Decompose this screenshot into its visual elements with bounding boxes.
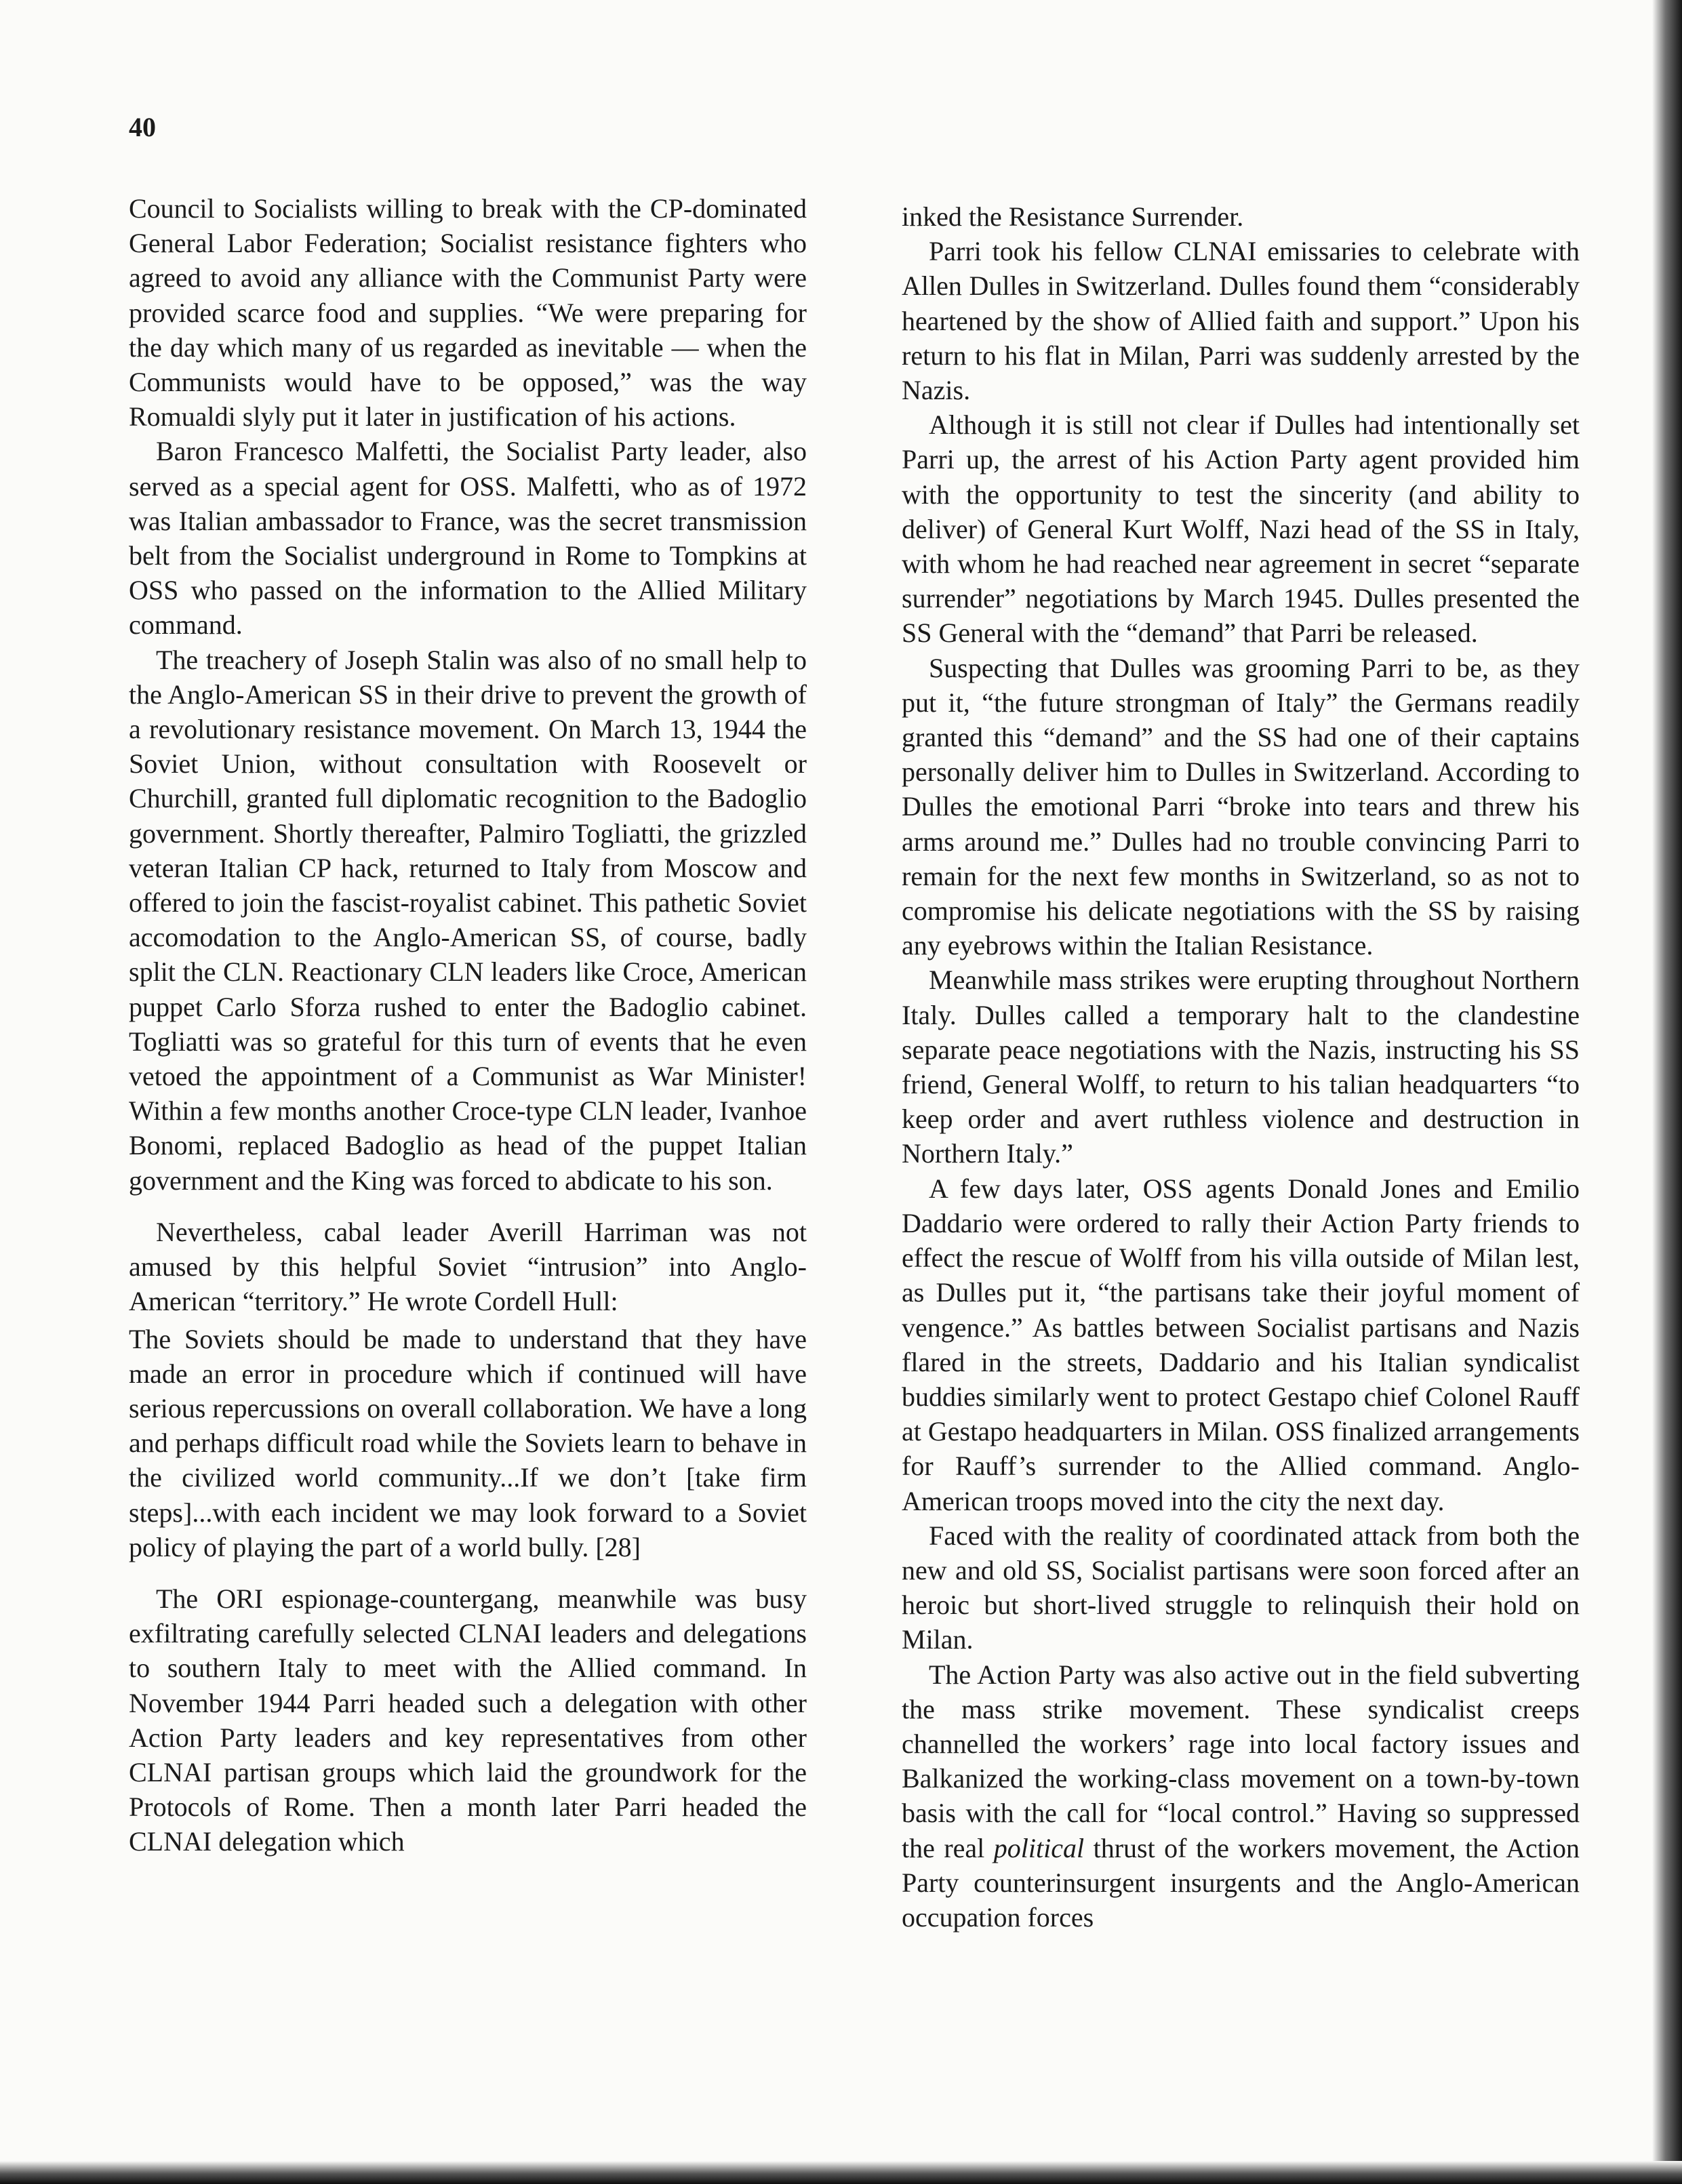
- paragraph: Council to Socialists willing to break with the CP-dominated General Labor Federation; Socialist resistance fighters who agreed to avoid any alliance with the Communist Party were provided scarce food and supplies. “We were preparing for the day which many of us regarded as inevitable — when the Communists would have to be opposed,” was the way Romualdi slyly put it later in justification of his actions.: [129, 193, 807, 432]
- paragraph: The treachery of Joseph Stalin was also of no small help to the Anglo-American SS in their drive to prevent the growth of a revolutionary resistance movement. On March 13, 1944 the Soviet Union, without consultation with Roosevelt or Churchill, granted full diplomatic recognition to the Badoglio government. Shortly thereafter, Palmiro Togliatti, the grizzled veteran Italian CP hack, returned to Italy from Moscow and offered to join the fascist-royalist cabinet. This pathetic Soviet accomodation to the Anglo-American SS, of course, badly split the CLN. Reactionary CLN leaders like Croce, American puppet Carlo Sforza rushed to enter the Badoglio cabinet. Togliatti was so grateful for this turn of events that he even vetoed the appointment of a Communist as War Minister! Within a few months another Croce-type CLN leader, Ivanhoe Bonomi, replaced Badoglio as head of the puppet Italian government and the King was forced to abdicate to his son.: [129, 644, 807, 1196]
- text-run: The Action Party was also active out in the field subverting the mass strike movement. These syndicalist creeps channelled the workers’ rage into local factory issues and Balkanized the working-class movement on a town-by-town basis with the call for “local control.” Having so suppressed the real: [902, 1659, 1580, 1863]
- paragraph: Parri took his fellow CLNAI emissaries to celebrate with Allen Dulles in Switzerland. Dulles found them “considerably heartened by the show of Allied faith and support.” Upon his return to his flat in Milan, Parri was suddenly arrested by the Nazis.: [902, 236, 1580, 406]
- paragraph: Baron Francesco Malfetti, the Socialist Party leader, also served as a special agent for OSS. Malfetti, who as of 1972 was Italian ambassador to France, was the secret transmission belt from the Socialist underground in Rome to Tompkins at OSS who passed on the information to the Allied Military command.: [129, 436, 807, 641]
- left-column: [129, 191, 807, 1859]
- paragraph: The ORI espionage-countergang, meanwhile was busy exfiltrating carefully selected CLNAI leaders and delegations to southern Italy to meet with the Allied command. In November 1944 Parri headed such a delegation with other Action Party leaders and key representatives from other CLNAI partisan groups which laid the groundwork for the Protocols of Rome. Then a month later Parri headed the CLNAI delegation which: [129, 1583, 807, 1857]
- scan-edge-bottom: [0, 2161, 1682, 2184]
- page-number: 40: [129, 112, 156, 142]
- paragraph: Faced with the reality of coordinated attack from both the new and old SS, Socialist partisans were soon forced after an heroic but short-lived struggle to relinquish their hold on Milan.: [902, 1520, 1580, 1655]
- paragraph: Nevertheless, cabal leader Averill Harriman was not amused by this helpful Soviet “intrusion” into Anglo-American “territory.” He wrote Cordell Hull:: [129, 1216, 807, 1317]
- scan-edge-right: [1652, 0, 1682, 2184]
- paragraph: A few days later, OSS agents Donald Jones and Emilio Daddario were ordered to rally their Action Party friends to effect the rescue of Wolff from his villa outside of Milan lest, as Dulles put it, “the partisans take their joyful moment of vengence.” As battles between Socialist partisans and Nazis flared in the streets, Daddario and his Italian syndicalist buddies similarly went to protect Gestapo chief Colonel Rauff at Gestapo headquarters in Milan. OSS finalized arrangements for Rauff’s surrender to the Allied command. Anglo-American troops moved into the city the next day.: [902, 1173, 1580, 1516]
- paragraph: Although it is still not clear if Dulles had intentionally set Parri up, the arrest of his Action Party agent provided him with the opportunity to test the sincerity (and ability to deliver) of General Kurt Wolff, Nazi head of the SS in Italy, with whom he had reached near agreement in secret “separate surrender” negotiations by March 1945. Dulles presented the SS General with the “demand” that Parri be released.: [902, 409, 1580, 649]
- right-column: [902, 199, 1580, 1935]
- paragraph: Meanwhile mass strikes were erupting throughout Northern Italy. Dulles called a temporary halt to the clandestine separate peace negotiations with the Nazis, instructing his SS friend, General Wolff, to return to his talian headquarters “to keep order and avert ruthless violence and destruction in Northern Italy.”: [902, 965, 1580, 1169]
- text-run: thrust of the workers movement, the Action Party counterinsurgent insurgents and the Anglo-American occupation forces: [902, 1832, 1580, 1933]
- paragraph: inked the Resistance Surrender.: [902, 201, 1244, 232]
- paragraph: Suspecting that Dulles was grooming Parri to be, as they put it, “the future strongman of Italy” the Germans readily granted this “demand” and the SS had one of their captains personally deliver him to Dulles in Switzerland. According to Dulles the emotional Parri “broke into tears and threw his arms around me.” Dulles had no trouble convincing Parri to remain for the next few months in Switzerland, so as not to compromise his delicate negotiations with the SS by raising any eyebrows within the Italian Resistance.: [902, 652, 1580, 961]
- paragraph: [902, 1657, 1580, 1935]
- emphasis: political: [993, 1832, 1085, 1863]
- block-quote: The Soviets should be made to understand that they have made an error in procedure which if continued will have serious repercussions on overall collaboration. We have a long and perhaps difficult road while the Soviets learn to behave in the civilized world community...If we don’t [take firm steps]...with each incident we may look forward to a Soviet policy of playing the part of a world bully. [28]: [129, 1323, 807, 1562]
